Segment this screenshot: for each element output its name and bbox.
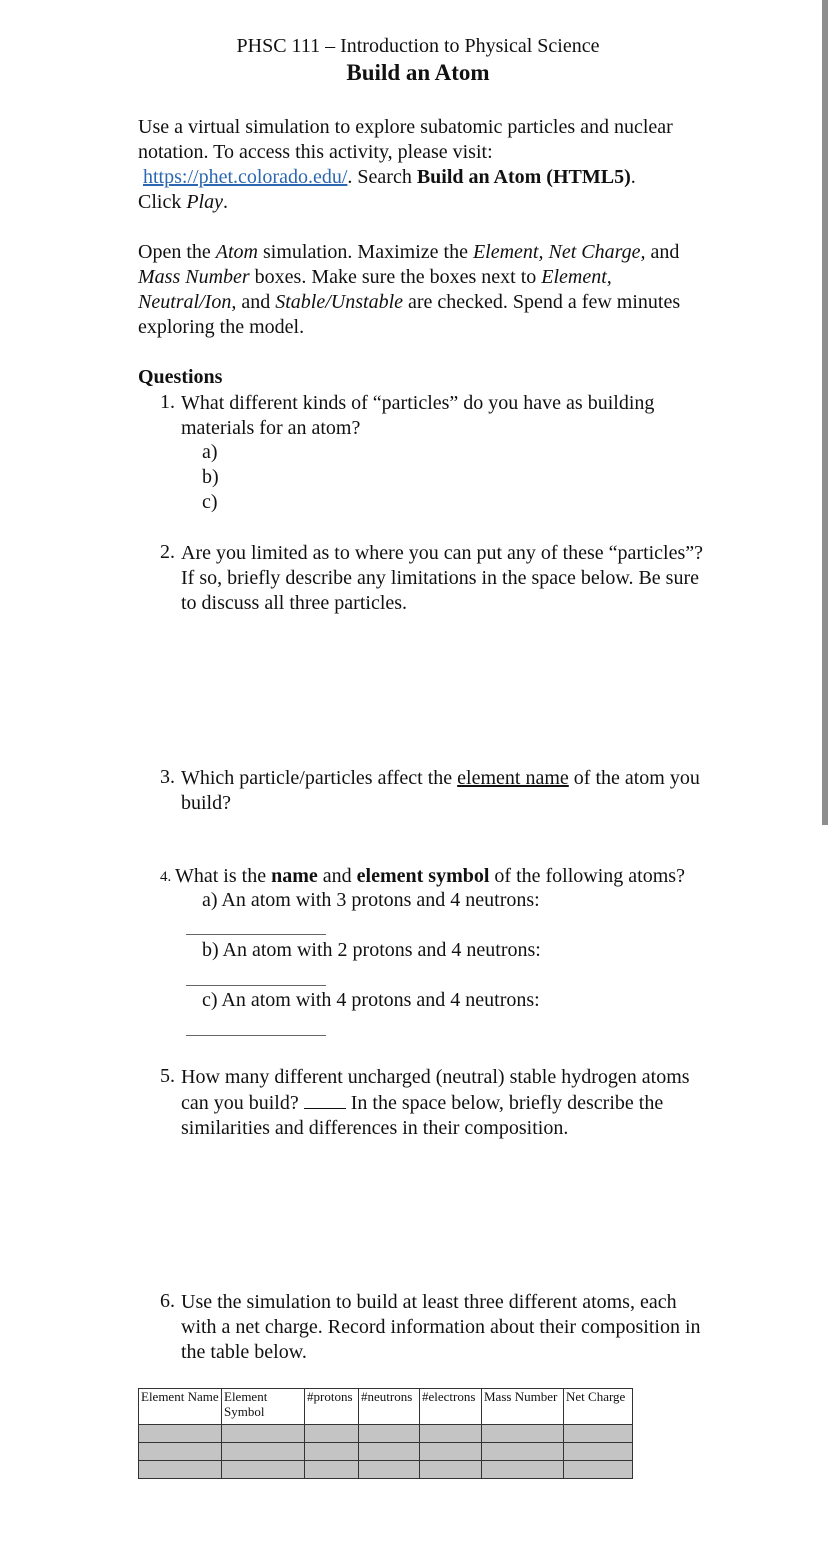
- table-cell[interactable]: [564, 1461, 633, 1479]
- table-cell[interactable]: [420, 1425, 482, 1443]
- instr-italic: Mass Number: [138, 266, 250, 288]
- q1-sub-c: c): [202, 491, 218, 513]
- instr-text: and: [645, 241, 680, 263]
- col-mass-number: Mass Number: [482, 1389, 564, 1425]
- instr-italic: Element, Net Charge,: [472, 241, 646, 263]
- table-cell[interactable]: [482, 1443, 564, 1461]
- period: .: [630, 166, 636, 188]
- q3-number: 3.: [160, 766, 175, 788]
- table-cell[interactable]: [222, 1461, 305, 1479]
- col-neutrons: #neutrons: [359, 1389, 420, 1425]
- col-protons: #protons: [305, 1389, 359, 1425]
- table-cell[interactable]: [564, 1443, 633, 1461]
- table-cell[interactable]: [420, 1461, 482, 1479]
- table-header-row: [139, 1389, 633, 1425]
- table-cell[interactable]: [139, 1425, 222, 1443]
- q4-text-part: and: [317, 865, 357, 887]
- q3-text: [181, 766, 711, 816]
- table-cell[interactable]: [305, 1443, 359, 1461]
- intro-text: Use a virtual simulation to explore subatomic particles and nuclear notation. To access this activity, please visit:: [138, 116, 673, 163]
- instr-italic: Atom: [215, 241, 258, 263]
- q4-bold: element symbol: [356, 865, 490, 887]
- table-row: [139, 1425, 633, 1443]
- q1-number: 1.: [160, 391, 175, 413]
- table-cell[interactable]: [305, 1461, 359, 1479]
- q3-text-part: Which particle/particles affect the: [181, 767, 458, 789]
- instr-text: Open the: [138, 241, 216, 263]
- q4-answer-line-a[interactable]: [186, 934, 326, 935]
- q2-text: Are you limited as to where you can put any of these “particles”? If so, briefly describe any limitations in the space below. Be sure to discuss all three particles.: [181, 542, 704, 614]
- table-cell[interactable]: [222, 1425, 305, 1443]
- q4-sub-c: c) An atom with 4 protons and 4 neutrons:: [202, 989, 540, 1011]
- scrollbar[interactable]: [822, 0, 828, 825]
- q4-answer-line-b[interactable]: [186, 985, 326, 986]
- q4-text: [175, 864, 705, 889]
- table-cell[interactable]: [139, 1443, 222, 1461]
- q5-text-part: In the space below, briefly describe the similarities and differences in their composition.: [181, 1092, 664, 1139]
- play-word: Play: [186, 191, 223, 213]
- col-net-charge: Net Charge: [564, 1389, 633, 1425]
- search-text: . Search: [347, 166, 417, 188]
- instr-text: boxes. Make sure the boxes next to: [249, 266, 542, 288]
- q3-underlined: element name: [457, 767, 569, 789]
- q1-sub-a: a): [202, 441, 218, 463]
- table-cell[interactable]: [420, 1443, 482, 1461]
- table-cell[interactable]: [359, 1425, 420, 1443]
- instr-text: are checked. Spend a few minutes exploring the model.: [138, 291, 681, 338]
- q4-sub-a: a) An atom with 3 protons and 4 neutrons:: [202, 889, 540, 911]
- search-term: Build an Atom (HTML5): [416, 166, 631, 188]
- table-cell[interactable]: [482, 1461, 564, 1479]
- instr-text: simulation. Maximize the: [257, 241, 473, 263]
- instructions-paragraph: [138, 240, 708, 340]
- q4-text-part: What is the: [175, 865, 272, 887]
- q4-sub-b: b) An atom with 2 protons and 4 neutrons:: [202, 939, 541, 961]
- composition-table: [138, 1388, 633, 1479]
- q2-number: 2.: [160, 541, 175, 563]
- course-header: PHSC 111 – Introduction to Physical Science: [236, 35, 600, 57]
- q5-answer-blank[interactable]: [304, 1090, 346, 1109]
- table-cell[interactable]: [139, 1461, 222, 1479]
- click-text: Click: [138, 191, 187, 213]
- col-element-name: Element Name: [139, 1389, 222, 1425]
- intro-paragraph: [138, 115, 708, 215]
- page-title: Build an Atom: [346, 60, 490, 85]
- table-cell[interactable]: [359, 1461, 420, 1479]
- q3-text-part: of the atom you build?: [181, 767, 700, 814]
- q1-sub-b: b): [202, 466, 219, 488]
- q4-text-part: of the following atoms?: [489, 865, 685, 887]
- table-cell[interactable]: [482, 1425, 564, 1443]
- table-cell[interactable]: [564, 1425, 633, 1443]
- table-cell[interactable]: [222, 1443, 305, 1461]
- q5-number: 5.: [160, 1065, 175, 1087]
- q4-number: 4.: [160, 869, 172, 885]
- col-element-symbol: Element Symbol: [222, 1389, 305, 1425]
- q6-number: 6.: [160, 1290, 175, 1312]
- q1-text: What different kinds of “particles” do you have as building materials for an atom?: [181, 392, 655, 439]
- table-row: [139, 1461, 633, 1479]
- table-cell[interactable]: [305, 1425, 359, 1443]
- instr-italic: Element, Neutral/Ion,: [138, 266, 612, 313]
- questions-heading: Questions: [138, 366, 223, 388]
- period: .: [223, 191, 228, 213]
- col-electrons: #electrons: [420, 1389, 482, 1425]
- q5-text-part: How many different uncharged (neutral) stable hydrogen atoms can you build?: [181, 1066, 690, 1114]
- q4-answer-line-c[interactable]: [186, 1035, 326, 1036]
- phet-link[interactable]: https://phet.colorado.edu/: [143, 166, 348, 188]
- q5-text: [181, 1065, 711, 1141]
- table-cell[interactable]: [359, 1443, 420, 1461]
- q6-text: Use the simulation to build at least three different atoms, each with a net charge. Record information about their composition in the table below.: [181, 1291, 701, 1363]
- instr-italic: Stable/Unstable: [275, 291, 403, 313]
- q4-bold: name: [271, 865, 318, 887]
- table-row: [139, 1443, 633, 1461]
- instr-text: and: [236, 291, 276, 313]
